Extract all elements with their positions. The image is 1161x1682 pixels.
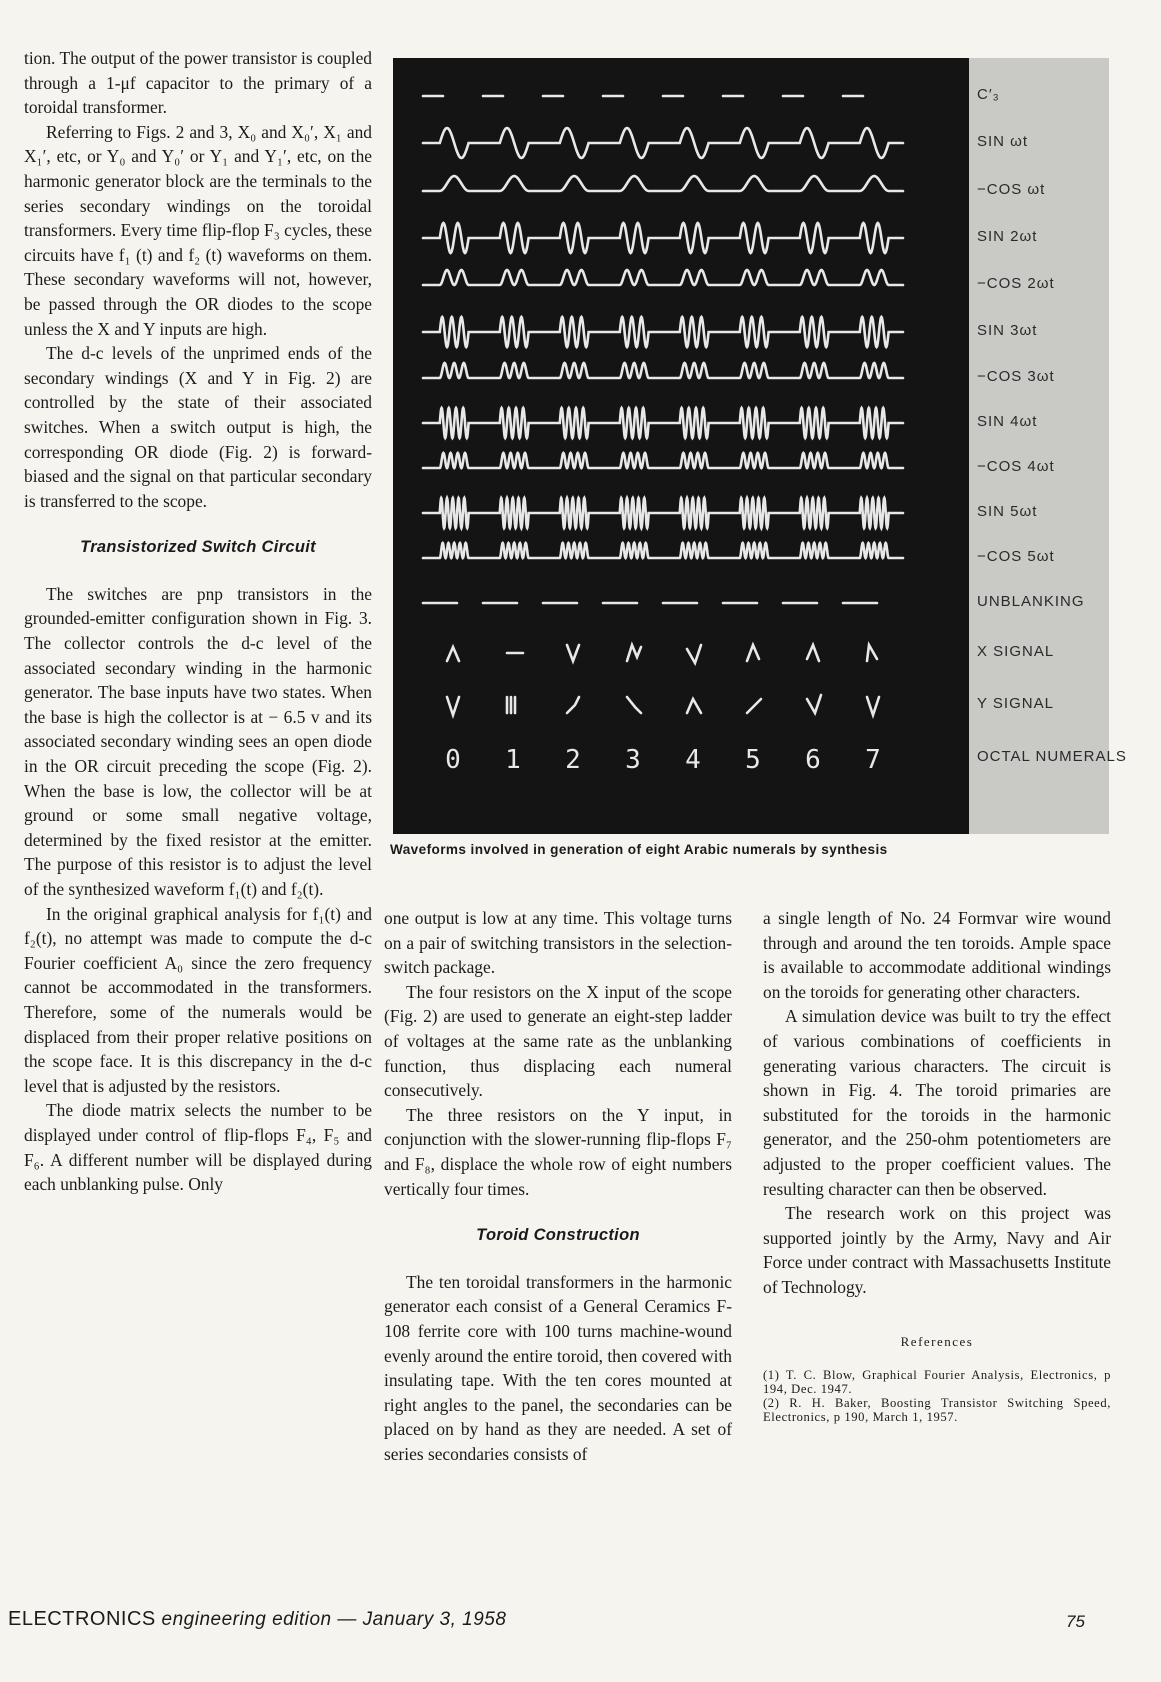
paragraph: one output is low at any time. This voltage turns on a pair of switching transistors in the selection-switch package. <box>384 908 732 978</box>
waveform-label: UNBLANKING <box>977 593 1085 610</box>
waveform-label: SIN 5ωt <box>977 503 1038 520</box>
waveform-traces <box>423 96 903 715</box>
waveform-label: −COS 4ωt <box>977 458 1055 475</box>
waveform-label: SIN 3ωt <box>977 322 1038 339</box>
section-heading: Transistorized Switch Circuit <box>80 538 316 557</box>
x-signal-mark <box>807 645 819 661</box>
octal-numeral: 3 <box>625 745 641 775</box>
x-signal-mark <box>747 645 759 661</box>
oscilloscope-figure <box>393 58 1127 834</box>
waveform-label: SIN 4ωt <box>977 413 1038 430</box>
paragraph: The four resistors on the X input of the scope (Fig. 2) are used to generate an eight-step ladder of voltages at the same rate as the unblanking function, thus displacing each numeral consecutively. <box>384 981 732 1101</box>
x-signal-mark <box>867 645 877 661</box>
waveform-label-strip <box>969 58 1127 834</box>
figure-caption: Waveforms involved in generation of eight Arabic numerals by synthesis <box>390 842 888 857</box>
paragraph: The diode matrix selects the number to be displayed under control of flip-flops F₄, F₅ and F₆. A different number will be displayed during each unblanking pulse. Only <box>24 1100 372 1195</box>
references-heading: References <box>900 1333 974 1349</box>
paragraph: The three resistors on the Y input, in conjunction with the slower-running flip-flops F₇ and F₈, displace the whole row of eight numbers vertically four times. <box>384 1104 732 1199</box>
section-heading: Toroid Construction <box>476 1226 640 1245</box>
text-column-right <box>763 906 1111 1424</box>
waveform-label: −COS 2ωt <box>977 275 1055 292</box>
publication-name: ELECTRONICS <box>8 1608 156 1630</box>
harmonic-trace <box>423 498 903 528</box>
y-signal-mark <box>507 697 515 713</box>
edition-date: engineering edition — January 3, 1958 <box>161 1609 507 1630</box>
paragraph: a single length of No. 24 Formvar wire wound through and around the ten toroids. Ample space is available to accommodate additional windings on the toroids for generating other characters. <box>763 908 1111 1002</box>
octal-numeral: 0 <box>445 745 461 775</box>
waveform-label: SIN 2ωt <box>977 228 1038 245</box>
x-signal-mark <box>567 645 579 661</box>
octal-numeral: 2 <box>565 745 581 775</box>
page-number: 75 <box>1066 1612 1085 1631</box>
paragraph: A simulation device was built to try the effect of various combinations of coefficients in generating various characters. The circuit is shown in Fig. 4. The toroid primaries are substituted for the toroids in the harmonic generator, and the 250-ohm potentiometers are adjusted to the proper coefficient values. The resulting character can then be observed. <box>763 1006 1111 1199</box>
paragraph: In the original graphical analysis for f₁(t) and f₂(t), no attempt was made to compute the d-c Fourier coefficient A₀ since the zero frequency cannot be accommodated in the transformers. Therefore, some of the numerals would be displaced from their proper relative positions on the scope face. It is this discrepancy in the d-c level that is adjusted by the resistors. <box>24 903 372 1096</box>
waveform-label: X SIGNAL <box>977 643 1055 660</box>
waveform-label: −COS 5ωt <box>977 548 1055 565</box>
text-column-left <box>24 46 372 1197</box>
paragraph: The research work on this project was supported jointly by the Army, Navy and Air Force under contract with Massachusetts Institute of Technology. <box>763 1203 1111 1297</box>
waveform-label: −COS 3ωt <box>977 368 1055 385</box>
reference-item: (2) R. H. Baker, Boosting Transistor Switching Speed, Electronics, p 190, March 1, 1957. <box>763 1396 1111 1425</box>
reference-item: (1) T. C. Blow, Graphical Fourier Analysis, Electronics, p 194, Dec. 1947. <box>763 1368 1111 1397</box>
octal-numeral: 5 <box>745 745 761 775</box>
waveform-label: −COS ωt <box>977 181 1046 198</box>
paragraph: The d-c levels of the unprimed ends of the secondary windings (X and Y in Fig. 2) are controlled by the state of their associated switches. When a switch output is high, the corresponding OR diode (Fig. 2) is forward-biased and the signal on that particular secondary is transferred to the scope. <box>24 343 372 511</box>
harmonic-trace <box>423 363 903 378</box>
harmonic-trace <box>423 543 903 558</box>
y-signal-mark <box>687 699 701 713</box>
paragraph: tion. The output of the power transistor is coupled through a 1-μf capacitor to the primary of a toroidal transformer. <box>24 48 372 118</box>
waveform-label: C′₃ <box>977 86 1000 103</box>
waveform-label: Y SIGNAL <box>977 695 1054 712</box>
octal-numeral: 1 <box>505 745 521 775</box>
octal-numeral: 7 <box>865 745 881 775</box>
x-signal-mark <box>627 645 641 661</box>
paragraph: Referring to Figs. 2 and 3, X₀ and X₀′, X₁ and X₁′, etc, or Y₀ and Y₀′ or Y₁ and Y₁′, etc, on the harmonic generator block are the terminals to the series secondary windings on the toroidal transformers. Every time flip-flop F₃ cycles, these circuits have f₁ (t) and f₂ (t) waveforms on them. These secondary waveforms will not, however, be passed through the OR diodes to the scope unless the X and Y inputs are high. <box>24 121 372 339</box>
harmonic-trace <box>423 453 903 468</box>
paragraph: The ten toroidal transformers in the harmonic generator each consist of a General Ceramics F-108 ferrite core with 100 turns machine-wound evenly around the entire toroid, then covered with insulating tape. With the ten cores mounted at right angles to the panel, the secondaries can be placed on by hand as they are needed. A set of series secondaries consists of <box>384 1271 732 1464</box>
waveform-label: OCTAL NUMERALS <box>977 748 1127 765</box>
harmonic-trace <box>423 223 903 253</box>
harmonic-trace <box>423 270 903 285</box>
waveform-label: SIN ωt <box>977 133 1029 150</box>
running-footer <box>8 1608 506 1631</box>
harmonic-trace <box>423 128 903 158</box>
paragraph: The switches are pnp transistors in the grounded-emitter configuration shown in Fig. 3. The collector controls the d-c level of the associated secondary winding in the harmonic generator. The base inputs have two states. When the base is high the collector is at − 6.5 v and its associated secondary winding sees an open diode in the OR circuit preceding the scope (Fig. 2). When the base is low, the collector will be at ground or some small negative voltage, determined by the fixed resistor at the emitter. The purpose of this resistor is to adjust the level of the synthesized waveform f₁(t) and f₂(t). <box>24 583 372 899</box>
y-signal-mark <box>447 697 459 715</box>
waveform-plot <box>393 58 969 834</box>
y-signal-mark <box>747 699 761 713</box>
y-signal-mark <box>807 695 821 713</box>
harmonic-trace <box>423 317 903 347</box>
y-signal-mark <box>567 697 579 713</box>
x-signal-mark <box>447 647 459 661</box>
y-signal-mark <box>867 697 879 715</box>
octal-numeral: 4 <box>685 745 701 775</box>
y-signal-mark <box>627 697 641 713</box>
harmonic-trace <box>423 408 903 438</box>
text-column-middle <box>384 906 732 1466</box>
harmonic-trace <box>423 176 903 191</box>
x-signal-mark <box>687 645 701 663</box>
octal-numeral: 6 <box>805 745 821 775</box>
